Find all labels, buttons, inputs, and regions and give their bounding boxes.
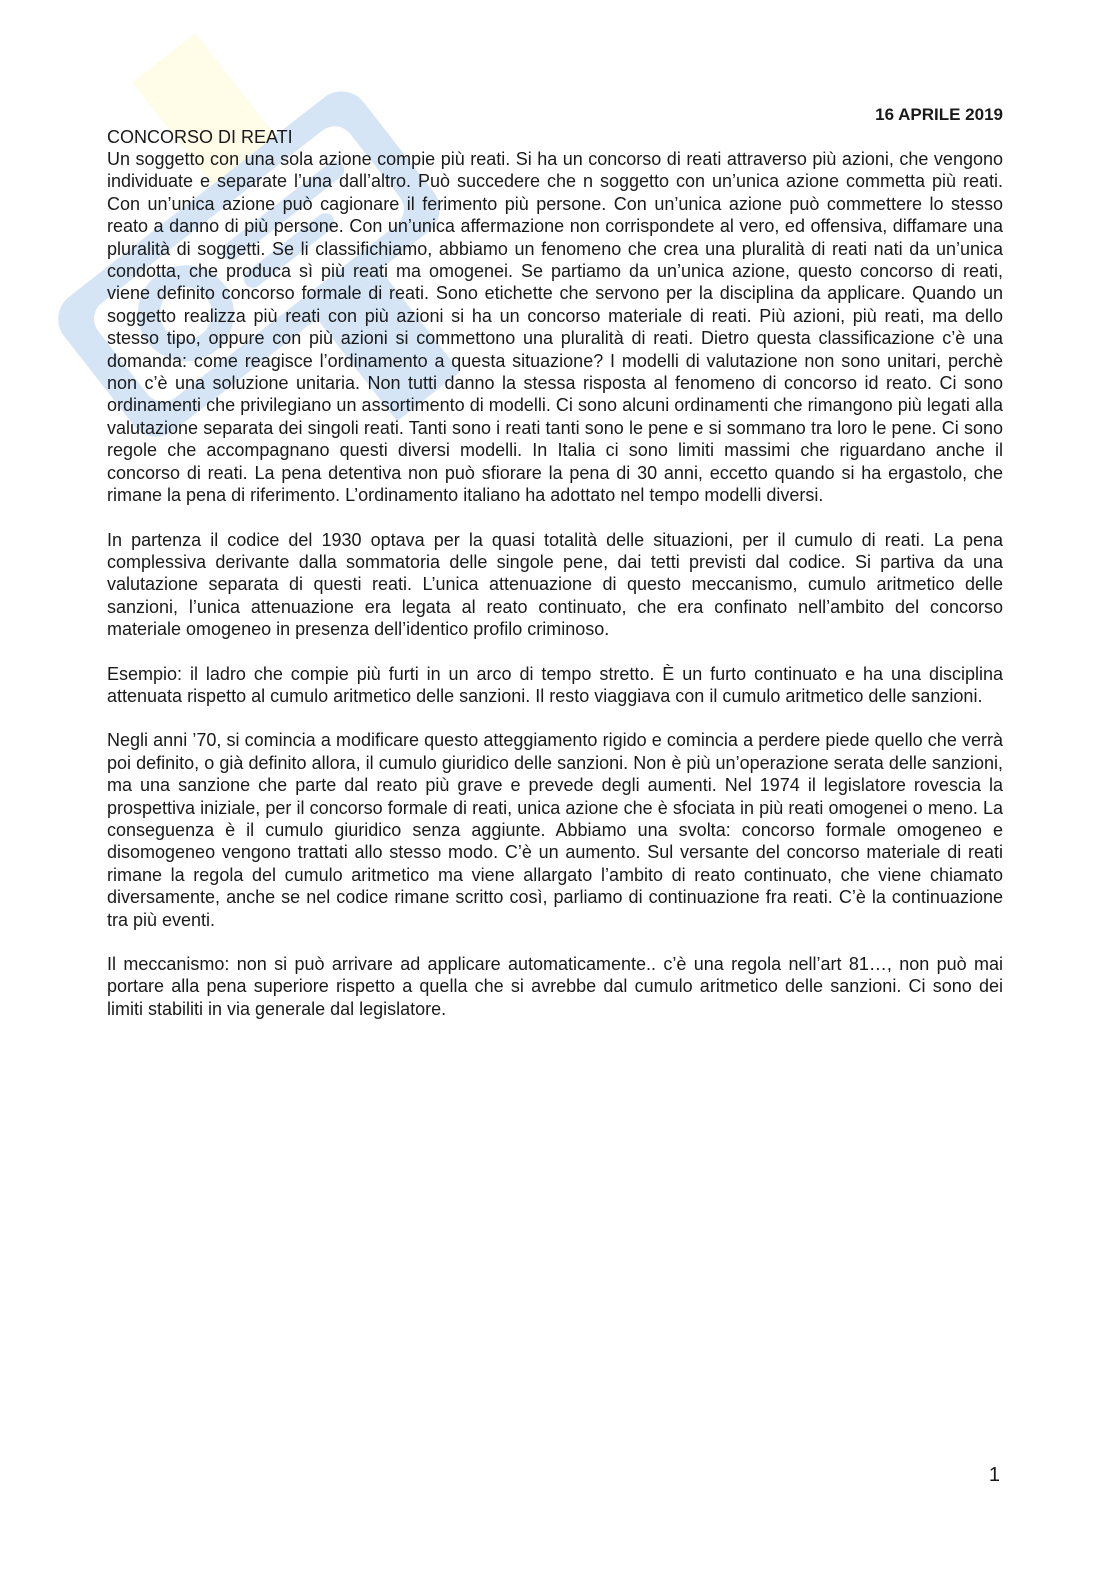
paragraph-5: Il meccanismo: non si può arrivare ad applicare automaticamente.. c’è una regola nell’art 81…, non può mai portare alla pena superiore rispetto a quella che si avrebbe dal cumulo aritmetico delle sanzioni. Ci sono dei limiti stabiliti in via generale dal legislatore. [107, 954, 1003, 1019]
paragraph-1: Un soggetto con una sola azione compie più reati. Si ha un concorso di reati attraverso più azioni, che vengono individuate e separate l’una dall’altro. Può succedere che n soggetto con un’unica azione commetta più reati. Con un’unica azione può cagionare il ferimento più persone. Con un’unica azione può commettere lo stesso reato a danno di più persone. Con un’unica affermazione non corrispondete al vero, ed offensiva, diffamare una pluralità di soggetti. Se li classifichiamo, abbiamo un fenomeno che crea una pluralità di reati nati da un’unica condotta, che produca sì più reati ma omogenei. Se partiamo da un’unica azione, questo concorso di reati, viene definito concorso formale di reati. Sono etichette che servono per la disciplina da applicare. Quando un soggetto realizza più reati con più azioni si ha un concorso materiale di reati. Più azioni, più reati, ma dello stesso tipo, oppure con più azioni si commettono una pluralità di reati. Dietro questa classificazione c’è una domanda: come reagisce l’ordinamento a questa situazione? I modelli di valutazione non sono unitari, perchè non c’è una soluzione unitaria. Non tutti danno la stessa risposta al fenomeno di concorso id reato. Ci sono ordinamenti che privilegiano un assortimento di modelli. Ci sono alcuni ordinamenti che rimangono più legati alla valutazione separata dei singoli reati. Tanti sono i reati tanti sono le pene e si sommano tra loro le pene. Ci sono regole che accompagnano questi diversi modelli. In Italia ci sono limiti massimi che riguardano anche il concorso di reati. La pena detentiva non può sfiorare la pena di 30 anni, eccetto quando si ha ergastolo, che rimane la pena di riferimento. L’ordinamento italiano ha adottato nel tempo modelli diversi. [107, 149, 1003, 506]
paragraph-3: Esempio: il ladro che compie più furti in un arco di tempo stretto. È un furto continuato e ha una disciplina attenuata rispetto al cumulo aritmetico delle sanzioni. Il resto viaggiava con il cumulo aritmetico delle sanzioni. [107, 663, 1003, 706]
page-number: 1 [988, 1464, 1000, 1486]
document-date: 16 APRILE 2019 [875, 105, 1003, 124]
document-page [107, 104, 1003, 1042]
document-title: CONCORSO DI REATI [107, 127, 293, 147]
paragraph-2: In partenza il codice del 1930 optava per la quasi totalità delle situazioni, per il cumulo di reati. La pena complessiva derivante dalla sommatoria delle singole pene, dai tetti previsti dal codice. Si partiva da una valutazione separata di questi reati. L’unica attenuazione di questo meccanismo, cumulo aritmetico delle sanzioni, l’unica attenuazione era legata al reato continuato, che era confinato nell’ambito del concorso materiale omogeneo in presenza dell’identico profilo criminoso. [107, 529, 1003, 640]
paragraph-4: Negli anni ’70, si comincia a modificare questo atteggiamento rigido e comincia a perdere piede quello che verrà poi definito, o già definito allora, il cumulo giuridico delle sanzioni. Non è più un’operazione serata delle sanzioni, ma una sanzione che parte dal reato più grave e prevede degli aumenti. Nel 1974 il legislatore rovescia la prospettiva iniziale, per il concorso formale di reati, unica azione che è sfociata in più reati omogenei o meno. La conseguenza è il cumulo giuridico senza aggiunte. Abbiamo una svolta: concorso formale omogeneo e disomogeneo vengono trattati allo stesso modo. C’è un aumento. Sul versante del concorso materiale di reati rimane la regola del cumulo aritmetico ma viene allargato l’ambito di reato continuato, che viene chiamato diversamente, anche se nel codice rimane scritto così, parliamo di continuazione fra reati. C’è la continuazione tra più eventi. [107, 730, 1003, 930]
